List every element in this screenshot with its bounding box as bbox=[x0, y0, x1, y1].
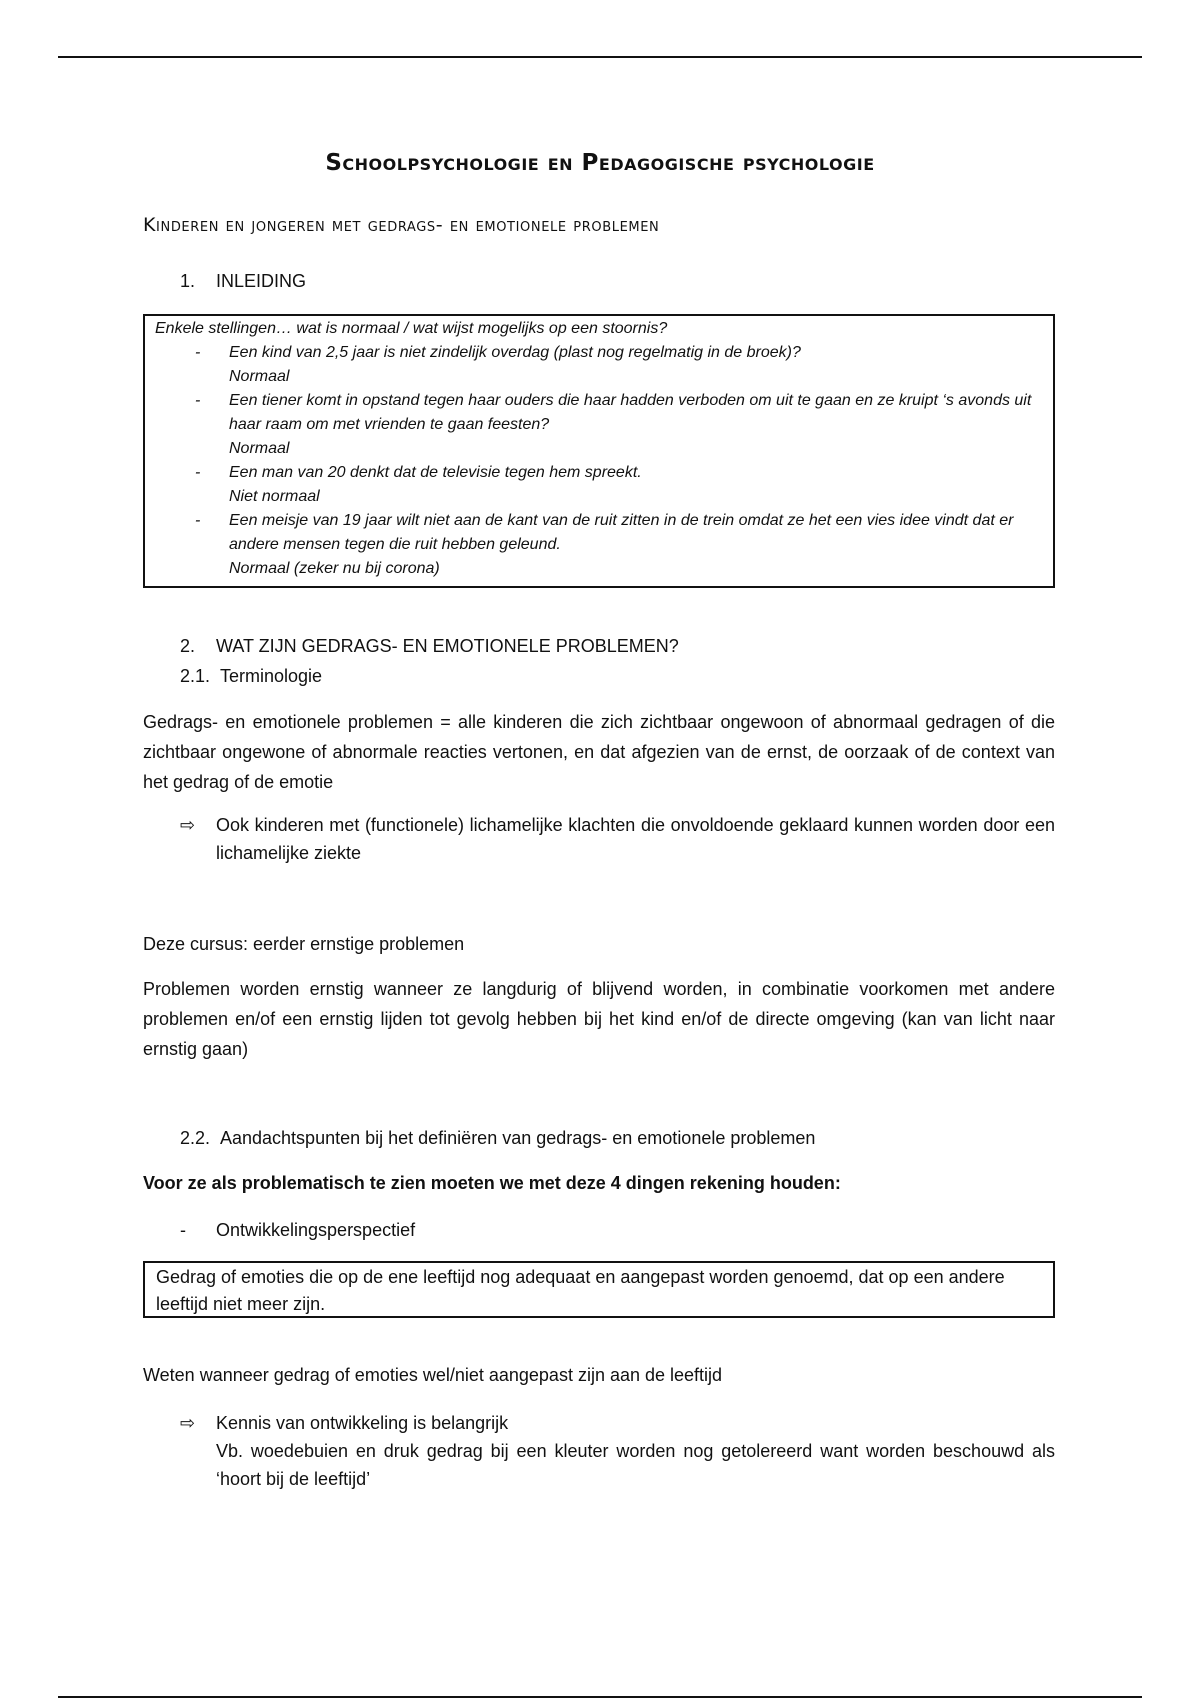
dash-item-text: Ontwikkelingsperspectief bbox=[216, 1220, 416, 1240]
section-1-label: INLEIDING bbox=[216, 271, 307, 291]
section-1-number: 1. bbox=[180, 271, 196, 291]
list-item bbox=[155, 509, 1043, 581]
statement-text: Een tiener komt in opstand tegen haar ouders die haar hadden verboden om uit te gaan en ze kruipt ‘s avonds uit haar raam om met vrienden te gaan feesten? bbox=[229, 392, 1032, 433]
section-2-2-label: Aandachtspunten bij het definiëren van gedrags- en emotionele problemen bbox=[220, 1128, 816, 1148]
course-paragraph: Deze cursus: eerder ernstige problemen bbox=[143, 934, 465, 954]
bullet-dash: - bbox=[195, 344, 201, 361]
bottom-rule bbox=[58, 1696, 1142, 1698]
section-1-heading bbox=[180, 271, 306, 292]
page-title: Schoolpsychologie en Pedagogische psychologie bbox=[325, 150, 875, 176]
page-subtitle: Kinderen en jongeren met gedrags- en emotionele problemen bbox=[143, 214, 660, 236]
list-item bbox=[155, 341, 1043, 389]
section-2-2-number: 2.2. bbox=[180, 1128, 211, 1148]
statement-answer: Niet normaal bbox=[229, 488, 320, 505]
arrow-right-icon: ⇨ bbox=[180, 1413, 196, 1433]
section-2-1-number: 2.1. bbox=[180, 666, 211, 686]
bullet-dash: - bbox=[195, 512, 201, 529]
section-2-label: WAT ZIJN GEDRAGS- EN EMOTIONELE PROBLEMEN? bbox=[216, 636, 679, 656]
arrow-note-1 bbox=[180, 811, 1055, 867]
statement-text: Een man van 20 denkt dat de televisie tegen hem spreekt. bbox=[229, 464, 642, 481]
section-2-1-heading bbox=[180, 666, 322, 687]
statement-answer: Normaal bbox=[229, 440, 290, 457]
arrow-note-2 bbox=[180, 1409, 1055, 1493]
top-rule bbox=[58, 56, 1142, 58]
statements-list bbox=[155, 341, 1043, 581]
statements-intro: Enkele stellingen… wat is normaal / wat wijst mogelijks op een stoornis? bbox=[155, 320, 668, 337]
list-item bbox=[155, 389, 1043, 461]
section-2-2-heading bbox=[180, 1128, 815, 1149]
arrow-note-1-text: Ook kinderen met (functionele) lichamelijke klachten die onvoldoende geklaard kunnen worden door een lichamelijke ziekte bbox=[216, 815, 1055, 863]
statement-answer: Normaal bbox=[229, 368, 290, 385]
section-2-1-label: Terminologie bbox=[220, 666, 323, 686]
arrow-right-icon: ⇨ bbox=[180, 815, 196, 835]
bullet-dash: - bbox=[180, 1220, 186, 1240]
dash-item bbox=[180, 1220, 415, 1241]
serious-paragraph: Problemen worden ernstig wanneer ze langdurig of blijvend worden, in combinatie voorkomen met andere problemen en/of een ernstig lijden tot gevolg hebben bij het kind en/of de directe omgeving (kan van licht naar ernstig gaan) bbox=[143, 979, 1055, 1059]
statements-box bbox=[143, 314, 1055, 588]
statement-text: Een meisje van 19 jaar wilt niet aan de kant van de ruit zitten in de trein omdat ze het een vies idee vindt dat er andere mensen tegen die ruit hebben geleund. bbox=[229, 512, 1014, 553]
bullet-dash: - bbox=[195, 392, 201, 409]
bold-statement: Voor ze als problematisch te zien moeten we met deze 4 dingen rekening houden: bbox=[143, 1173, 841, 1193]
statement-answer: Normaal (zeker nu bij corona) bbox=[229, 560, 440, 577]
statement-text: Een kind van 2,5 jaar is niet zindelijk overdag (plast nog regelmatig in de broek)? bbox=[229, 344, 801, 361]
section-2-heading bbox=[180, 636, 679, 657]
definition-paragraph: Gedrags- en emotionele problemen = alle kinderen die zich zichtbaar ongewoon of abnormaal gedragen of die zichtbaar ongewone of abnormale reacties vertonen, en dat afgezien van de ernst, de oorzaak of de context van het gedrag of de emotie bbox=[143, 712, 1055, 792]
section-2-number: 2. bbox=[180, 636, 196, 656]
arrow-note-2-line2: Vb. woedebuien en druk gedrag bij een kleuter worden nog getolereerd want worden beschouwd als ‘hoort bij de leeftijd’ bbox=[216, 1441, 1055, 1489]
arrow-note-2-line1: Kennis van ontwikkeling is belangrijk bbox=[216, 1413, 509, 1433]
definition-box: Gedrag of emoties die op de ene leeftijd nog adequaat en aangepast worden genoemd, dat op een andere leeftijd niet meer zijn. bbox=[143, 1261, 1055, 1318]
bullet-dash: - bbox=[195, 464, 201, 481]
list-item bbox=[155, 461, 1043, 509]
age-paragraph: Weten wanneer gedrag of emoties wel/niet aangepast zijn aan de leeftijd bbox=[143, 1365, 723, 1385]
